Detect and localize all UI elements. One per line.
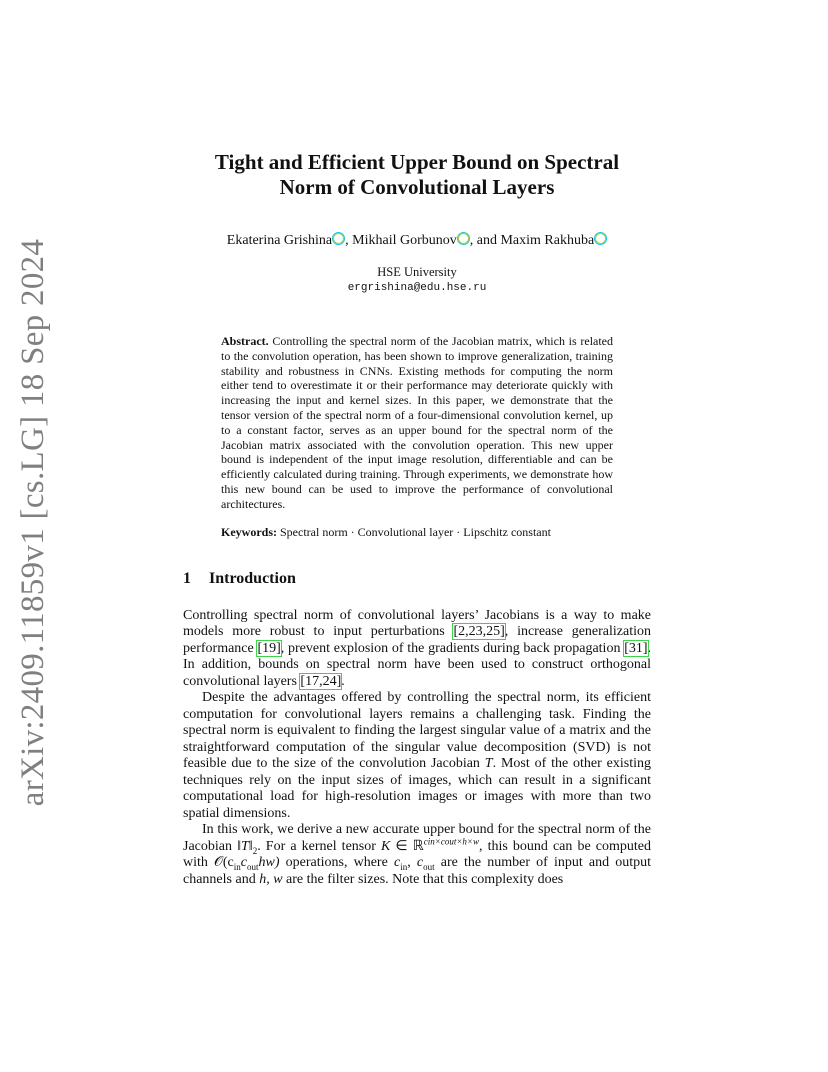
math-subscript: in <box>233 861 241 872</box>
math-symbol: c <box>240 855 247 871</box>
math-norm: ‖T‖ <box>237 838 253 854</box>
keywords <box>221 525 613 540</box>
math-operator: ∈ ℝ <box>390 838 424 854</box>
paper-content <box>183 150 651 888</box>
math-symbol: hw) <box>258 855 280 871</box>
text: . Most of the other existing techniques rely on the input sizes of images, which can result in a significant computational load for high-resolution images or images with more than two spatial dimensions. <box>183 756 651 821</box>
math-superscript: cin×cout×h×w <box>423 835 479 846</box>
text: . For a kernel tensor <box>257 838 381 854</box>
text: are the filter sizes. Note that this complexity does <box>282 871 564 887</box>
citation-link[interactable]: [31] <box>624 640 648 656</box>
section-body <box>183 608 651 889</box>
arxiv-identifier-stamp <box>4 238 64 806</box>
text: , increase generalization performance <box>183 624 651 656</box>
text: In this work, we derive a new accurate upper bound for the spectral norm of the Jacobian <box>183 822 651 854</box>
abstract-label: Abstract. <box>221 334 269 348</box>
math-subscript: out <box>246 861 259 872</box>
affiliation: HSE University <box>377 265 457 279</box>
math-subscript: in <box>400 861 408 872</box>
text: operations, where <box>279 855 394 871</box>
text: , prevent explosion of the gradients during back propagation <box>280 640 625 656</box>
affiliation-block <box>183 264 651 296</box>
title-line-2: Norm of Convolutional Layers <box>279 175 555 199</box>
paragraph-1 <box>183 608 651 691</box>
abstract <box>221 334 613 512</box>
author-email: ergrishina@edu.hse.ru <box>347 282 487 294</box>
section-number: 1 <box>183 569 191 587</box>
keywords-text: Spectral norm · Convolutional layer · Lipschitz constant <box>280 524 551 539</box>
math-symbol: T <box>484 756 493 772</box>
orcid-icon[interactable] <box>333 233 344 244</box>
text: . In addition, bounds on spectral norm have been used to construct orthogonal convolutional layers <box>183 640 652 689</box>
text: , <box>407 855 417 871</box>
author-1: Ekaterina Grishina <box>226 233 333 248</box>
orcid-icon[interactable] <box>595 233 606 244</box>
paper-title <box>183 150 651 200</box>
text: , this bound can be computed with <box>183 838 651 871</box>
author-2: , Mikhail Gorbunov <box>345 233 457 248</box>
citation-link[interactable]: [17,24] <box>300 673 342 689</box>
math-subscript: out <box>423 861 435 872</box>
keywords-label: Keywords: <box>221 524 277 539</box>
math-complexity: 𝒪(c <box>214 855 234 871</box>
math-symbol: K <box>380 838 391 854</box>
citation-link[interactable]: [2,23,25] <box>453 624 505 640</box>
math-symbol: h, w <box>259 871 283 887</box>
arxiv-identifier-text: arXiv:2409.11859v1 [cs.LG] 18 Sep 2024 <box>15 238 52 806</box>
math-symbol: c <box>393 855 401 871</box>
paragraph-2 <box>183 690 651 822</box>
text: are the number of input and output channels and <box>183 855 652 887</box>
math-subscript: 2 <box>252 845 258 856</box>
text: . <box>341 673 345 689</box>
author-list <box>183 233 651 249</box>
section-heading <box>183 570 651 588</box>
citation-link[interactable]: [19] <box>257 640 281 656</box>
abstract-text: Controlling the spectral norm of the Jacobian matrix, which is related to the convolution operation, has been shown to improve generalization, training stability and robustness in CNNs. Existing methods for computing the norm either tend to overestimate it or their performance may deteriorate quickly with increasing the input and kernel sizes. In this paper, we demonstrate that the tensor version of the spectral norm of a four-dimensional convolution kernel, up to a constant factor, serves as an upper bound for the spectral norm of the Jacobian matrix associated with the convolution operation. This new upper bound is independent of the input image resolution, differentiable and can be efficiently calculated during training. Through experiments, we demonstrate how this new bound can be used to improve the performance of convolutional architectures. <box>221 334 614 511</box>
section-title: Introduction <box>209 569 296 587</box>
author-3: , and Maxim Rakhuba <box>469 233 595 248</box>
math-symbol: c <box>416 855 424 871</box>
text: Controlling spectral norm of convolutional layers’ Jacobians is a way to make models more robust to input perturbations <box>183 607 651 640</box>
orcid-icon[interactable] <box>458 233 469 244</box>
paragraph-3 <box>183 822 651 888</box>
text: Despite the advantages offered by controlling the spectral norm, its efficient computation for convolutional layers remains a challenging task. Finding the spectral norm is equivalent to finding the largest singular value of a matrix and the straightforward computation of the singular value decomposition (SVD) is not feasible due to the size of the convolution Jacobian <box>183 690 651 772</box>
title-line-1: Tight and Efficient Upper Bound on Spectral <box>214 150 620 174</box>
